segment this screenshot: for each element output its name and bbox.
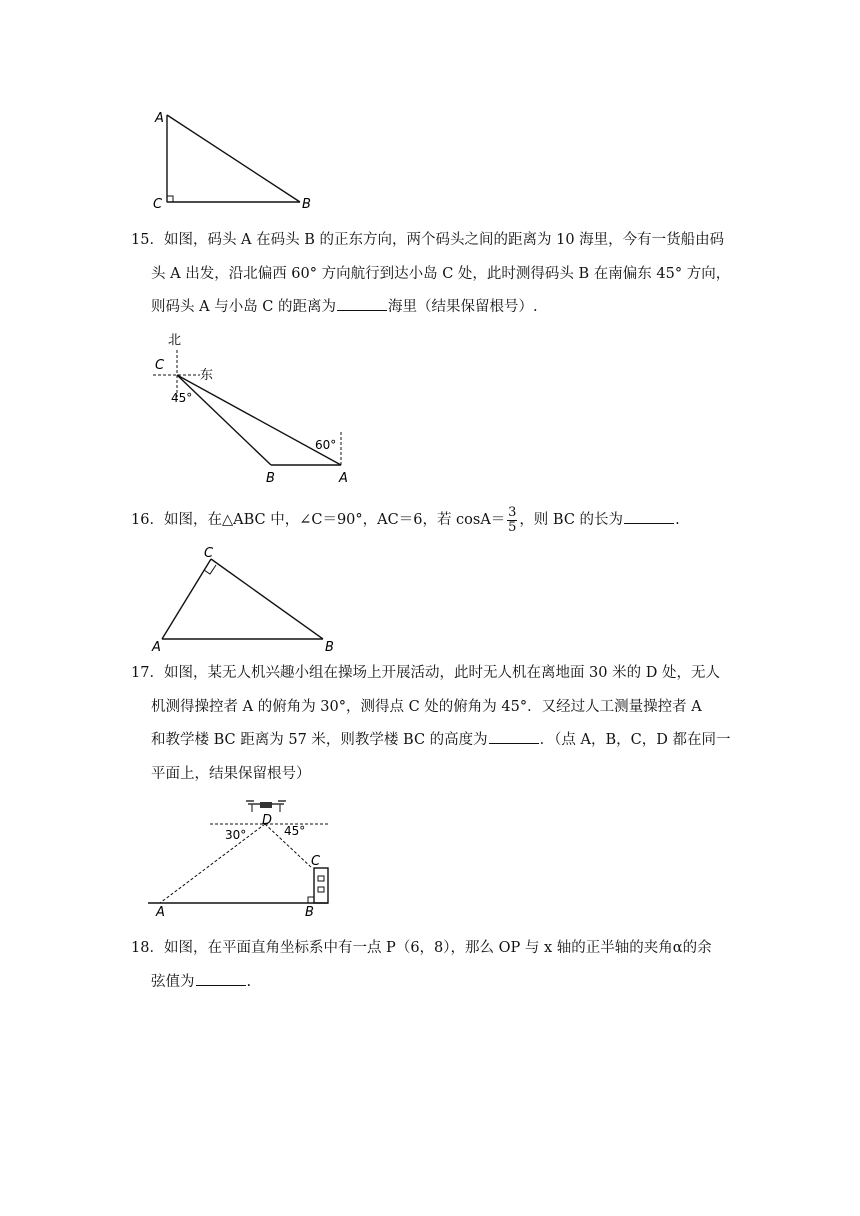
punctuation: . [675, 512, 680, 528]
question-text: 如图，在△ABC 中，∠C＝90°，AC＝6，若 cosA＝ [163, 512, 506, 528]
question-16 [131, 504, 741, 538]
question-number: 18． [131, 940, 164, 956]
figure-q16-triangle [148, 543, 343, 655]
question-text: 弦值为 [151, 973, 195, 990]
label-A: A [155, 111, 164, 126]
label-C: C [153, 197, 163, 212]
label-B: B [266, 471, 275, 486]
fraction-denominator: 5 [508, 519, 517, 535]
label-A: A [156, 905, 165, 920]
question-text: 机测得操控者 A 的俯角为 30°，测得点 C 处的俯角为 45°．又经过人工测量操控者 A [151, 698, 702, 715]
label-C: C [204, 546, 214, 561]
figure-q15-bearing [148, 322, 363, 492]
label-east: 东 [200, 368, 214, 383]
label-B: B [325, 640, 334, 655]
answer-blank[interactable] [489, 729, 539, 744]
label-north: 北 [168, 333, 182, 348]
angle-45: 45° [171, 391, 193, 405]
question-18 [131, 932, 741, 999]
label-A: A [339, 471, 348, 486]
question-number: 17． [131, 665, 164, 681]
question-text: 则码头 A 与小岛 C 的距离为 [151, 299, 337, 315]
question-text: 头 A 出发，沿北偏西 60° 方向航行到达小岛 C 处，此时测得码头 B 在南偏东 45° 方向， [151, 265, 731, 282]
label-C: C [155, 358, 165, 373]
label-B: B [302, 197, 311, 212]
question-text: 和教学楼 BC 距离为 57 米，则教学楼 BC 的高度为 [151, 732, 488, 748]
answer-blank[interactable] [196, 971, 246, 986]
question-15 [131, 224, 741, 325]
question-text: ．（点 A，B，C，D 都在同一 [539, 732, 731, 748]
label-A: A [152, 640, 161, 655]
label-C: C [311, 854, 321, 869]
answer-blank[interactable] [337, 296, 387, 311]
question-text: ，则 BC 的长为 [519, 512, 624, 528]
question-text: 平面上，结果保留根号） [151, 765, 311, 782]
figure-q17-drone [148, 796, 363, 921]
fraction [507, 506, 517, 535]
fraction-numerator: 3 [508, 504, 517, 520]
question-17 [131, 657, 741, 791]
question-number: 16． [131, 512, 164, 528]
angle-60: 60° [315, 438, 337, 452]
answer-blank[interactable] [624, 509, 674, 524]
label-B: B [305, 905, 314, 920]
angle-45: 45° [284, 824, 306, 838]
punctuation: . [246, 973, 252, 990]
question-text: 如图，某无人机兴趣小组在操场上开展活动，此时无人机在离地面 30 米的 D 处，无人 [163, 665, 720, 681]
question-text: 如图，码头 A 在码头 B 的正东方向，两个码头之间的距离为 10 海里，今有一货船由码 [163, 232, 725, 248]
figure-q14-triangle [150, 108, 320, 213]
question-text: 海里（结果保留根号）. [388, 299, 538, 315]
question-text: 如图，在平面直角坐标系中有一点 P（6，8），那么 OP 与 x 轴的正半轴的夹角α的余 [163, 940, 712, 956]
label-D: D [262, 813, 273, 828]
question-number: 15． [131, 232, 164, 248]
angle-30: 30° [225, 828, 247, 842]
drone-icon [246, 801, 286, 812]
